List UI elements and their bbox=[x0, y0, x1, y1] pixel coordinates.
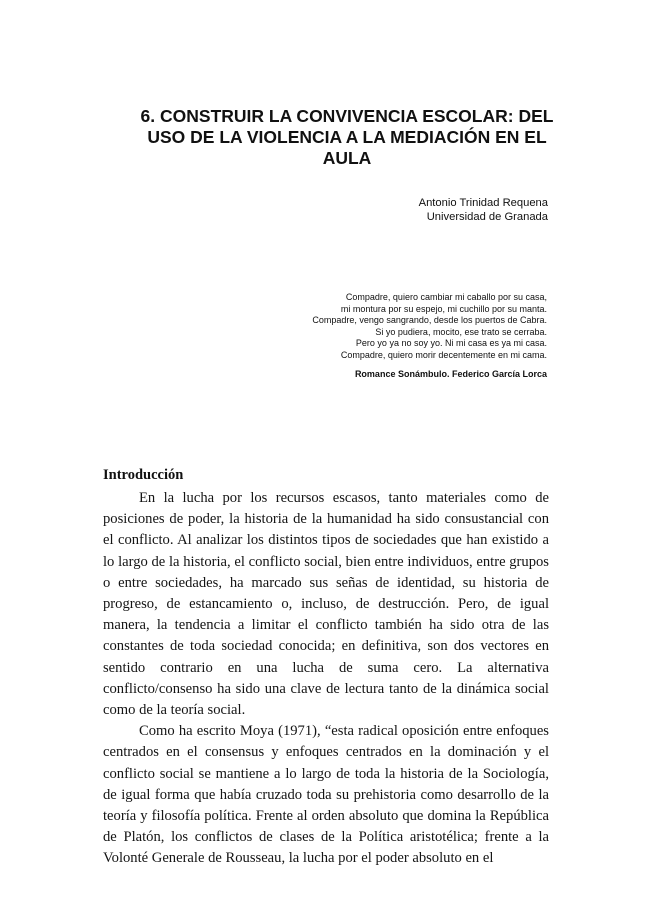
epigraph-credit: Romance Sonámbulo. Federico García Lorca bbox=[354, 369, 547, 379]
epigraph-line-2: mi montura por su espejo, mi cuchillo por su manta. bbox=[340, 303, 547, 314]
epigraph-poem bbox=[312, 292, 547, 362]
author-block bbox=[419, 196, 548, 224]
chapter-title bbox=[140, 106, 554, 169]
author-name: Antonio Trinidad Requena bbox=[418, 197, 548, 209]
chapter-title-line-3: AULA bbox=[322, 148, 372, 168]
chapter-title-line-2: USO DE LA VIOLENCIA A LA MEDIACIÓN EN EL bbox=[147, 127, 547, 147]
epigraph-line-4: Si yo pudiera, mocito, ese trato se cerraba. bbox=[375, 326, 547, 337]
introduction-paragraph-1: En la lucha por los recursos escasos, tanto materiales como de posiciones de poder, la historia de la humanidad ha sido consustancial con el conflicto. Al analizar los distintos tipos de sociedades que han existido a lo largo de la historia, el conflicto social, bien entre individuos, entre grupos o entre sociedades, ha marcado sus señas de identidad, su historia de progreso, de estancamiento o, incluso, de destrucción. Pero, de igual manera, la tendencia a limitar el conflicto también ha sido otra de las constantes de toda sociedad conocida; en definitiva, son dos vectores en sentido contrario en una lucha de suma cero. La alternativa conflicto/consenso ha sido una clave de lectura tanto de la dinámica social como de la teoría social. bbox=[103, 490, 549, 719]
introduction-body bbox=[103, 488, 549, 870]
epigraph-line-1: Compadre, quiero cambiar mi caballo por su casa, bbox=[345, 292, 547, 302]
author-affiliation: Universidad de Granada bbox=[426, 211, 548, 223]
introduction-paragraph-2: Como ha escrito Moya (1971), “esta radical oposición entre enfoques centrados en el consensus y enfoques centrados en la dominación y el conflicto social se mantiene a lo largo de toda la historia de la Sociología, de igual forma que había cruzado toda su prehistoria como desarrollo de la teoría y filosofía política. Frente al orden absoluto que domina la República de Platón, los conflictos de clases de la Política aristotélica; frente a la Volonté Generale de Rousseau, la lucha por el poder absoluto en el bbox=[103, 723, 549, 867]
epigraph-line-3: Compadre, vengo sangrando, desde los puertos de Cabra. bbox=[312, 315, 547, 326]
chapter-title-line-1: 6. CONSTRUIR LA CONVIVENCIA ESCOLAR: DEL bbox=[140, 106, 554, 126]
section-heading-introduction: Introducción bbox=[103, 467, 184, 483]
epigraph-line-6: Compadre, quiero morir decentemente en mi cama. bbox=[340, 349, 547, 360]
epigraph-line-5: Pero yo ya no soy yo. Ni mi casa es ya mi casa. bbox=[355, 338, 547, 349]
